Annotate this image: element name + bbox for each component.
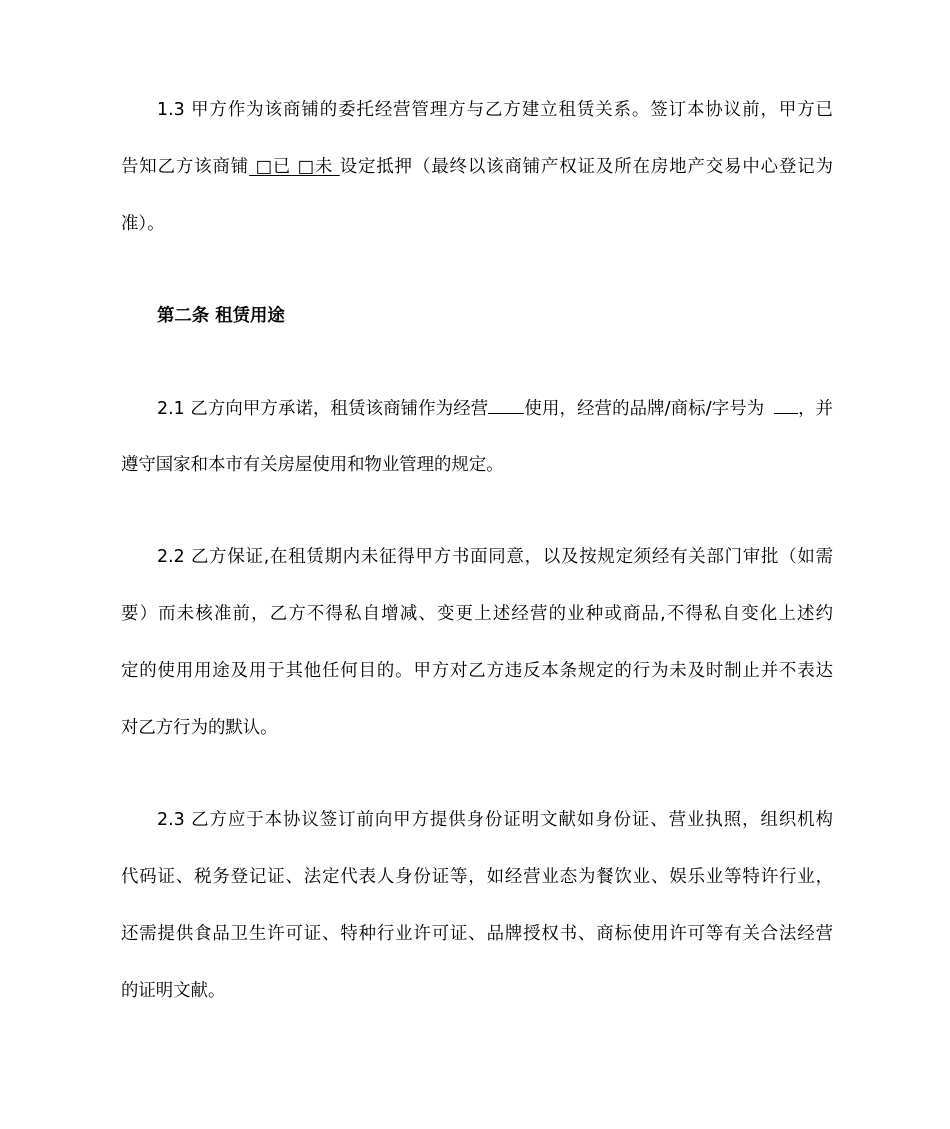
mortgage-checkbox-options[interactable]: □已 □未 — [249, 157, 340, 177]
brand-name-blank[interactable] — [774, 396, 798, 414]
clause-2-1-text-a: 2.1 乙方向甲方承诺，租赁该商铺作为经营 — [157, 399, 489, 419]
clause-2-3-line-1: 2.3 乙方应于本协议签订前向甲方提供身份证明文献如身份证、营业执照，组织机构 — [157, 810, 833, 830]
clause-2-1-line-2: 遵守国家和本市有关房屋使用和物业管理的规定。 — [121, 455, 504, 475]
clause-2-3-line-2: 代码证、税务登记证、法定代表人身份证等，如经营业态为餐饮业、娱乐业等特许行业， — [121, 867, 833, 887]
clause-2-1-text-b: 使用，经营的品牌/商标/字号为 — [524, 399, 770, 419]
clause-1-3-text-after-options: 设定抵押（最终以该商铺产权证及所在房地产交易中心登记为 — [339, 157, 833, 177]
clause-1-3-line-2 — [121, 155, 833, 179]
clause-2-1-line-1 — [157, 396, 833, 421]
clause-2-2-line-1: 2.2 乙方保证,在租赁期内未征得甲方书面同意，以及按规定须经有关部门审批（如需 — [157, 547, 833, 567]
clause-2-2-line-4: 对乙方行为的默认。 — [121, 718, 278, 738]
business-type-blank[interactable] — [488, 396, 524, 414]
clause-2-1-text-c: ，并 — [797, 399, 833, 419]
article-2-heading: 第二条 租赁用途 — [157, 306, 285, 326]
clause-2-3-line-3: 还需提供食品卫生许可证、特种行业许可证、品牌授权书、商标使用许可等有关合法经营 — [121, 924, 833, 944]
clause-2-2-line-2: 要）而未核准前，乙方不得私自增减、变更上述经营的业种或商品,不得私自变化上述约 — [121, 604, 833, 624]
clause-2-3-line-4: 的证明文献。 — [121, 981, 226, 1001]
clause-1-3-line-3: 准）。 — [121, 214, 165, 234]
clause-1-3-text-before-options: 告知乙方该商铺 — [121, 157, 250, 177]
clause-2-2-line-3: 定的使用用途及用于其他任何目的。甲方对乙方违反本条规定的行为未及时制止并不表达 — [121, 661, 833, 681]
clause-1-3-line-1: 1.3 甲方作为该商铺的委托经营管理方与乙方建立租赁关系。签订本协议前，甲方已 — [157, 100, 833, 120]
